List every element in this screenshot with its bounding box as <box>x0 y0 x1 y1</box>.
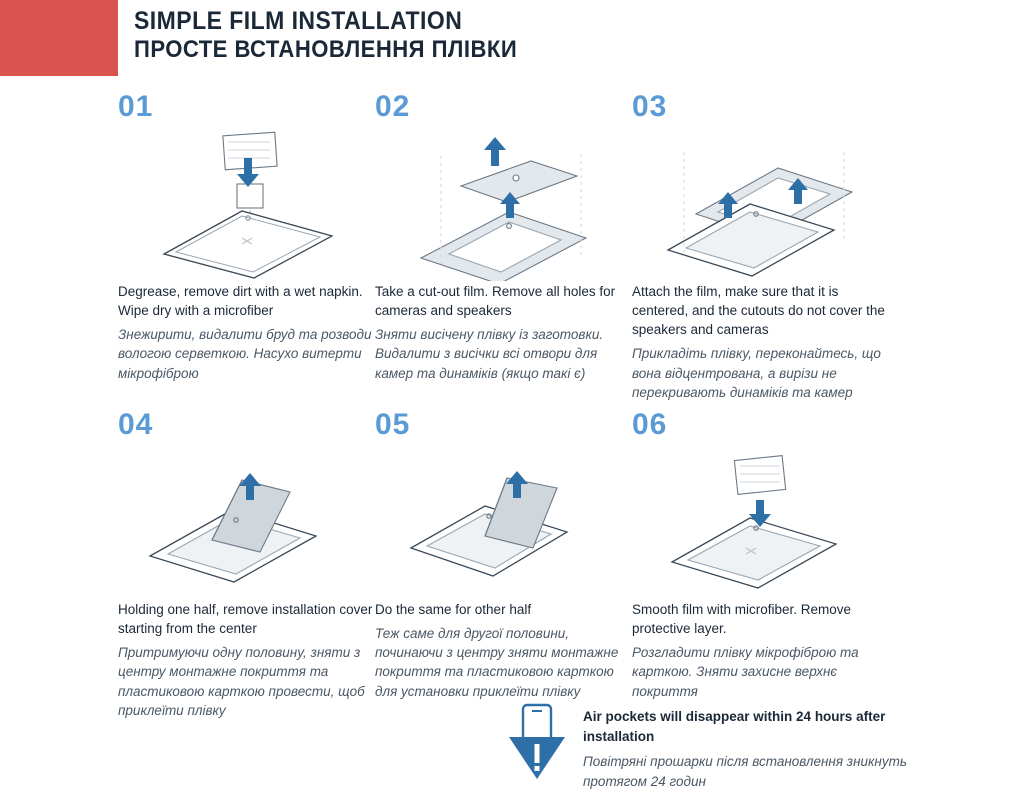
step-text-en: Degrease, remove dirt with a wet napkin. Wipe dry with a microfiber <box>118 284 363 319</box>
step-06 <box>632 410 890 701</box>
step-text-uk: Розгладити плівку мікрофіброю та карткою. Зняти захисне верхнє покриття <box>632 645 859 699</box>
step-text-uk: Теж саме для другої половини, починаючи з центру зняти монтажне покриття та пластиковою карткою для установки приклеїти плівку <box>375 626 619 699</box>
step-illustration-smooth <box>638 444 878 594</box>
step-text-uk: Прикладіть плівку, переконайтесь, що вона відцентрована, а вирізи не перекривають динаміків та камер <box>632 346 881 400</box>
step-number: 06 <box>632 408 668 441</box>
step-01 <box>118 92 376 383</box>
step-text-en: Holding one half, remove installation cover starting from the center <box>118 602 373 637</box>
header-accent-bar <box>0 0 118 76</box>
step-number: 01 <box>118 90 154 123</box>
step-illustration-attach <box>638 126 878 276</box>
warning-phone-exclamation-icon <box>505 703 569 781</box>
step-number: 05 <box>375 408 411 441</box>
step-text-uk: Притримуючи одну половину, зняти з центру монтажне покриття та пластиковою карткою провести, щоб приклеїти плівку <box>118 645 365 718</box>
step-03 <box>632 92 890 402</box>
step-04 <box>118 410 376 720</box>
step-text-en: Smooth film with microfiber. Remove protective layer. <box>632 602 852 637</box>
step-text-en: Do the same for other half <box>375 602 532 617</box>
footer-text-en: Air pockets will disappear within 24 hours after installation <box>583 709 886 744</box>
step-illustration-peel-left <box>124 444 364 594</box>
footer-text-uk: Повітряні прошарки після встановлення зникнуть протягом 24 годин <box>583 754 907 789</box>
step-illustration-cutouts <box>381 126 621 276</box>
step-text-uk: Зняти висічену плівку із заготовки. Видалити з висічки всі отвори для камер та динаміків (якщо такі є) <box>375 327 604 381</box>
step-text-uk: Знежирити, видалити бруд та розводи вологою серветкою. Насухо витерти мікрофіброю <box>118 327 372 381</box>
step-number: 04 <box>118 408 154 441</box>
page-title: SIMPLE FILM INSTALLATION <box>134 7 463 35</box>
header-titles <box>134 8 550 64</box>
footer-note <box>505 703 945 791</box>
step-number: 02 <box>375 90 411 123</box>
step-02 <box>375 92 633 383</box>
page-subtitle: ПРОСТЕ ВСТАНОВЛЕННЯ ПЛІВКИ <box>134 36 518 64</box>
step-illustration-degrease <box>124 126 364 276</box>
step-text-en: Take a cut-out film. Remove all holes for cameras and speakers <box>375 284 616 319</box>
step-text-en: Attach the film, make sure that it is centered, and the cutouts do not cover the speakers and cameras <box>632 284 885 338</box>
step-number: 03 <box>632 90 668 123</box>
header <box>0 0 1024 76</box>
step-illustration-peel-right <box>381 444 621 594</box>
step-05 <box>375 410 633 701</box>
